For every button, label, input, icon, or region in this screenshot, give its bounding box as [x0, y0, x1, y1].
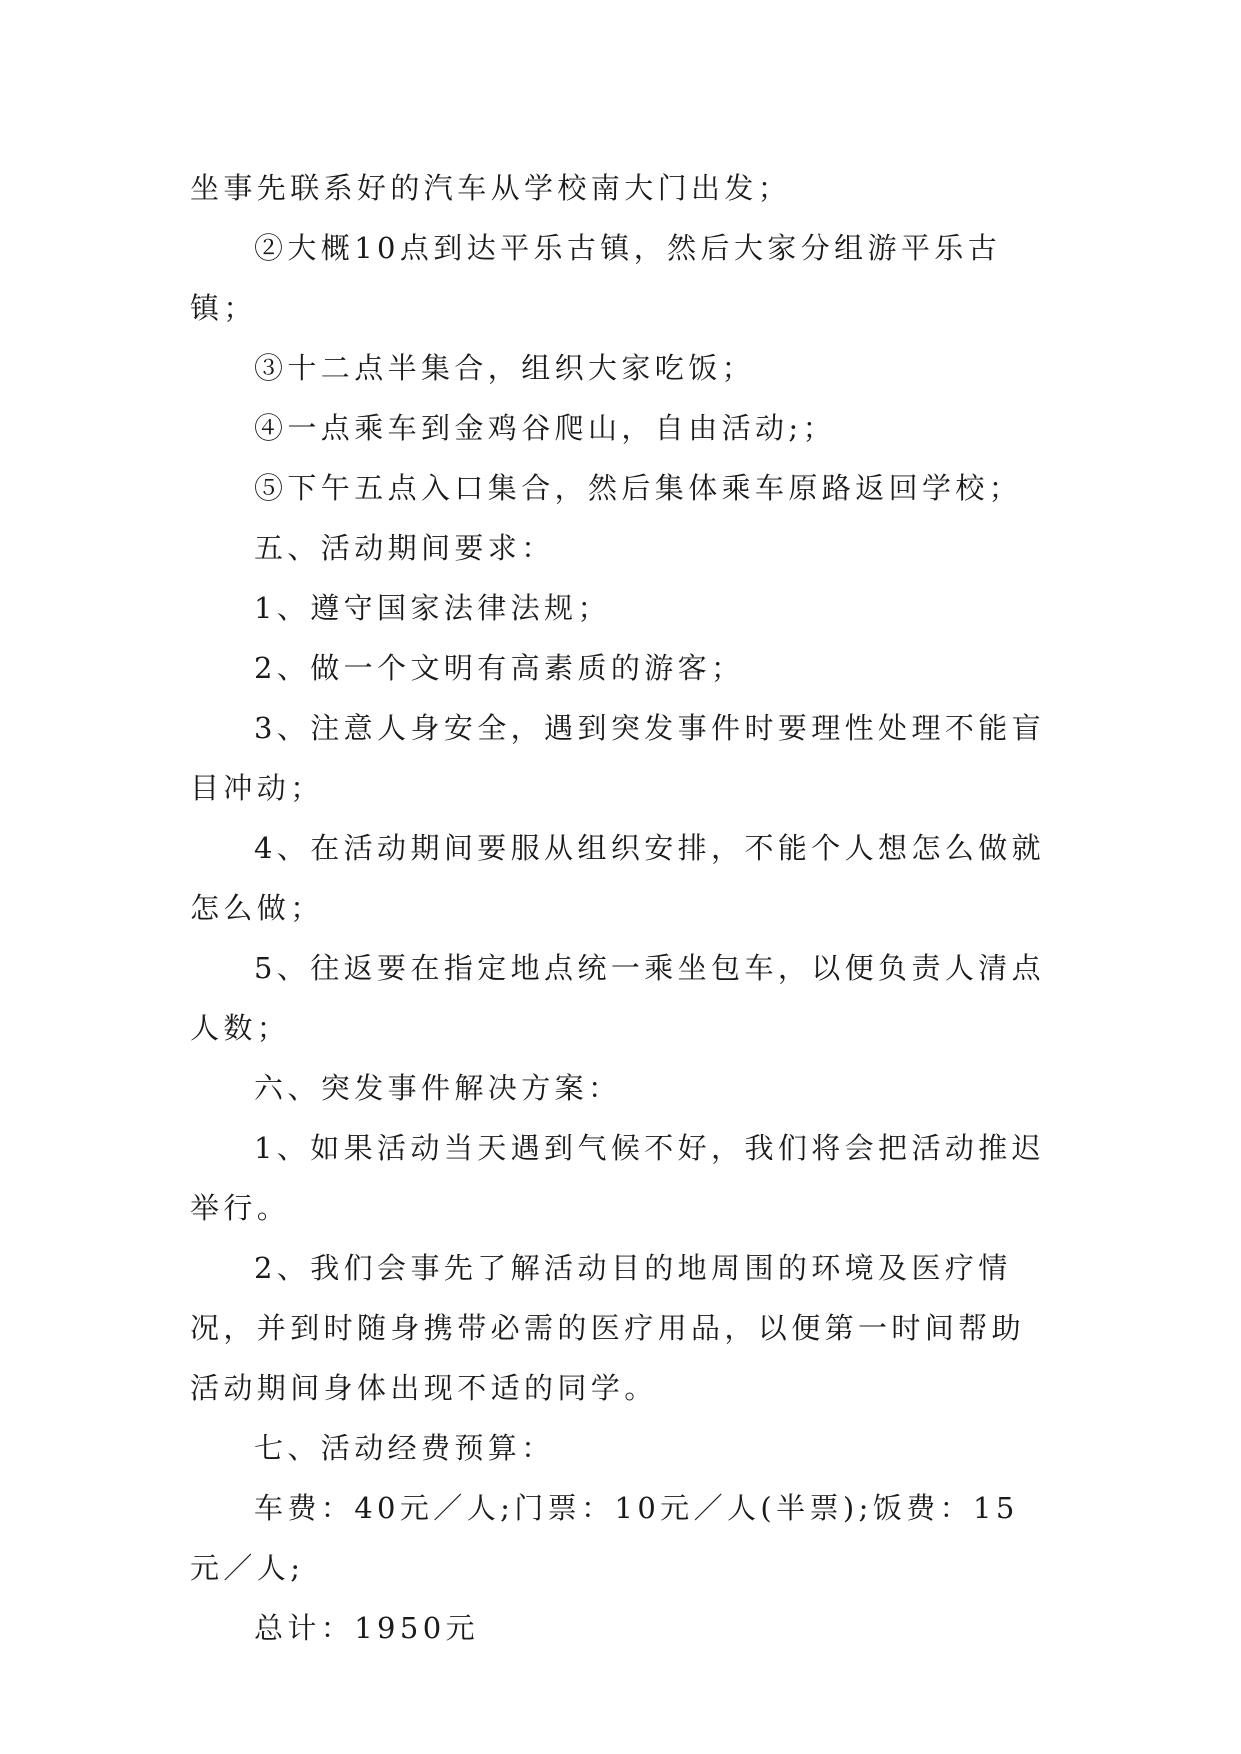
emergency-item-1: 1、如果活动当天遇到气候不好，我们将会把活动推迟举行。 [190, 1131, 1046, 1225]
budget-total: 总计：1950元 [254, 1611, 480, 1645]
paragraph-step-5: ⑤下午五点入口集合，然后集体乘车原路返回学校； [254, 471, 1023, 505]
requirement-item-1: 1、遵守国家法律法规； [254, 591, 611, 625]
budget-fees: 车费：40元／人;门票：10元／人(半票);饭费：15元／人; [190, 1491, 1019, 1585]
paragraph-step-3: ③十二点半集合，组织大家吃饭； [254, 351, 756, 385]
requirement-item-2: 2、做一个文明有高素质的游客； [254, 651, 745, 685]
paragraph-departure: 坐事先联系好的汽车从学校南大门出发； [190, 171, 792, 205]
paragraph-step-2: ②大概10点到达平乐古镇，然后大家分组游平乐古镇； [190, 231, 1002, 325]
requirement-item-5: 5、往返要在指定地点统一乘坐包车，以便负责人清点人数； [190, 951, 1046, 1045]
requirement-item-4: 4、在活动期间要服从组织安排，不能个人想怎么做就怎么做； [190, 831, 1046, 925]
section-heading-requirements: 五、活动期间要求： [254, 531, 555, 565]
section-heading-budget: 七、活动经费预算： [254, 1431, 555, 1465]
section-heading-emergency: 六、突发事件解决方案： [254, 1071, 622, 1105]
requirement-item-3: 3、注意人身安全，遇到突发事件时要理性处理不能盲目冲动； [190, 711, 1046, 805]
paragraph-step-4: ④一点乘车到金鸡谷爬山，自由活动;； [254, 411, 836, 445]
emergency-item-2: 2、我们会事先了解活动目的地周围的环境及医疗情况，并到时随身携带必需的医疗用品，以便第一时间帮助活动期间身体出现不适的同学。 [190, 1251, 1026, 1405]
document-body [190, 158, 1052, 1658]
